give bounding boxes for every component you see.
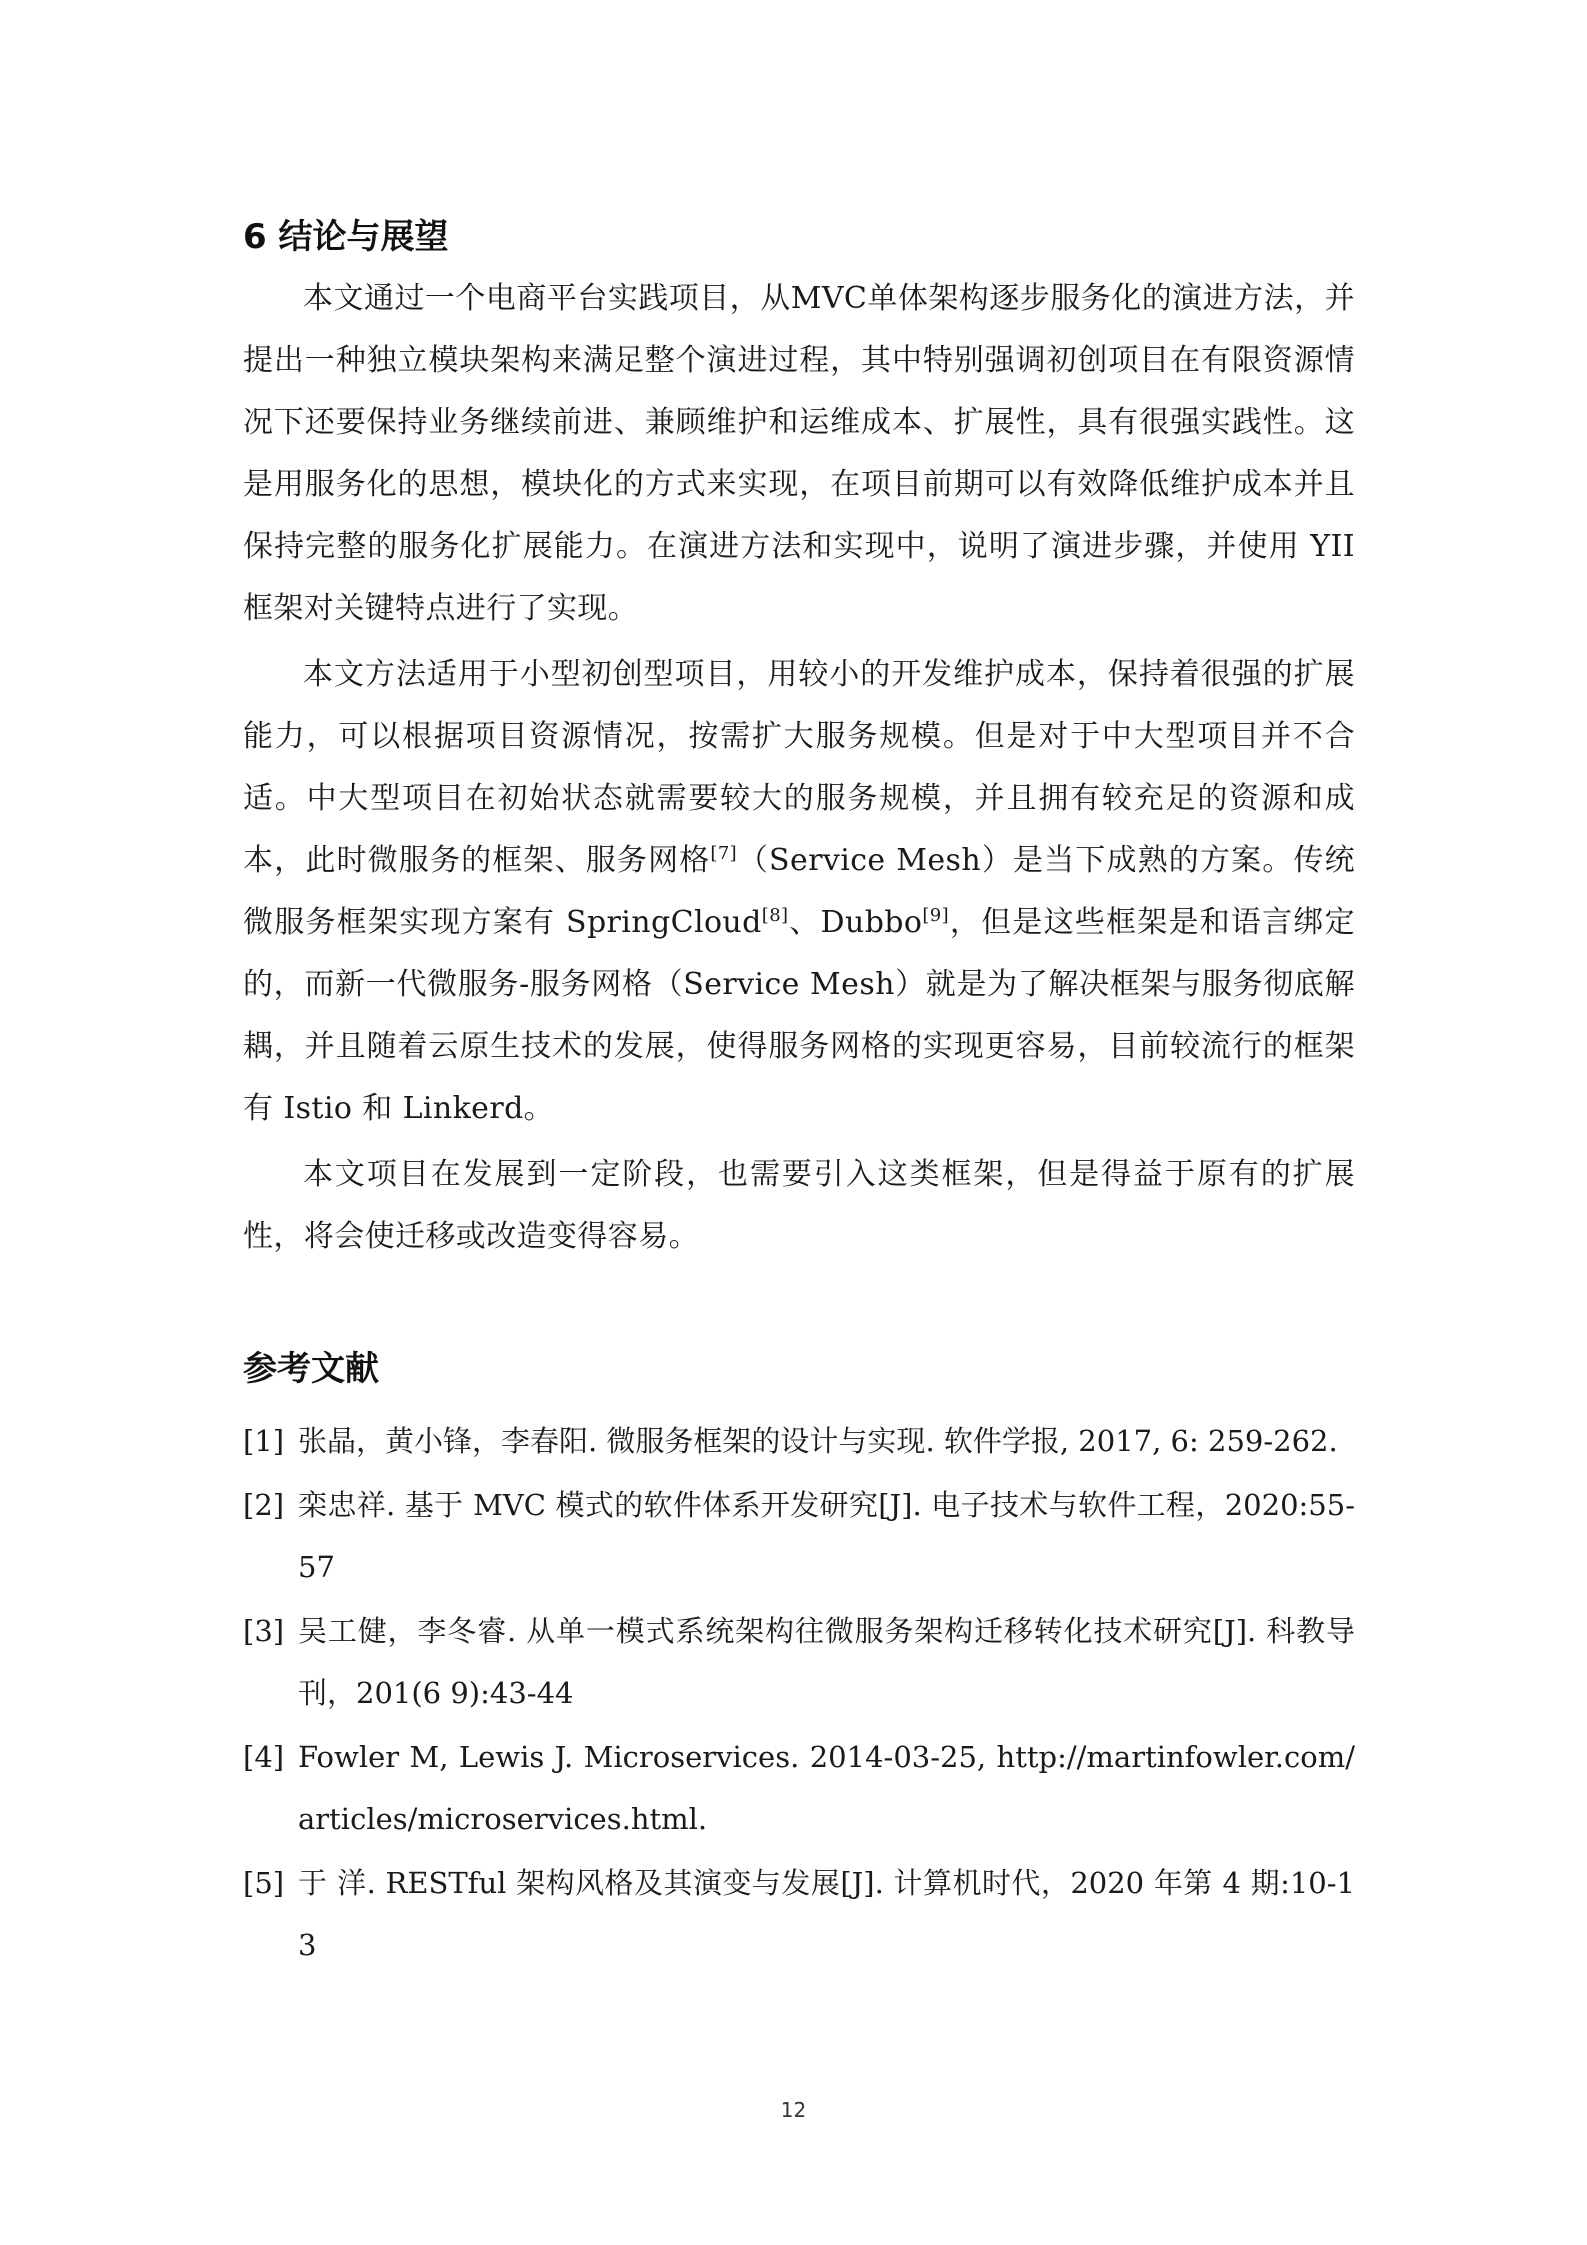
text-run: 、Dubbo xyxy=(788,905,923,940)
section-body xyxy=(243,268,1355,1268)
reference-item xyxy=(243,1600,1355,1724)
reference-list xyxy=(243,1410,1355,1976)
reference-number: [1] xyxy=(243,1424,285,1458)
text-run: ，但是这些框架是和语言绑定的，而新一代微服务-服务网格（Service Mesh）就是为了解决框架与服务彻底解耦，并且随着云原生技术的发展，使得服务网格的实现更容易，目前较流行的框架有 Istio 和 Linkerd。 xyxy=(243,905,1355,1126)
section-heading: 6 结论与展望 xyxy=(243,217,449,257)
reference-number: [3] xyxy=(243,1614,285,1648)
reference-number: [5] xyxy=(243,1866,285,1900)
body-paragraph xyxy=(243,268,1355,640)
reference-text: Fowler M, Lewis J. Microservices. 2014-03-25, http://martinfowler.com/articles/microservices.html. xyxy=(298,1740,1355,1836)
text-run: 本文通过一个电商平台实践项目，从MVC单体架构逐步服务化的演进方法，并提出一种独立模块架构来满足整个演进过程，其中特别强调初创项目在有限资源情况下还要保持业务继续前进、兼顾维护和运维成本、扩展性，具有很强实践性。这是用服务化的思想，模块化的方式来实现，在项目前期可以有效降低维护成本并且保持完整的服务化扩展能力。在演进方法和实现中，说明了演进步骤，并使用 YII 框架对关键特点进行了实现。 xyxy=(243,281,1355,626)
citation-marker: [7] xyxy=(710,843,738,864)
citation-marker: [9] xyxy=(922,905,950,926)
reference-text: 于 洋. RESTful 架构风格及其演变与发展[J]. 计算机时代，2020 年第 4 期:10-13 xyxy=(298,1866,1355,1962)
reference-number: [2] xyxy=(243,1488,285,1522)
reference-text: 张晶，黄小锋，李春阳. 微服务框架的设计与实现. 软件学报, 2017, 6: 259-262. xyxy=(298,1424,1338,1458)
reference-item xyxy=(243,1726,1355,1850)
reference-number: [4] xyxy=(243,1740,285,1774)
text-run: （Service Mesh）是当下成熟的方案。传统微服务框架实现方案有 SpringCloud xyxy=(243,843,1355,940)
citation-marker: [8] xyxy=(761,905,789,926)
page-number: 12 xyxy=(780,2098,807,2122)
reference-item xyxy=(243,1852,1355,1976)
body-paragraph xyxy=(243,644,1355,1140)
text-run: 本文方法适用于小型初创型项目，用较小的开发维护成本，保持着很强的扩展能力，可以根据项目资源情况，按需扩大服务规模。但是对于中大型项目并不合适。中大型项目在初始状态就需要较大的服务规模，并且拥有较充足的资源和成本，此时微服务的框架、服务网格 xyxy=(243,657,1355,878)
text-run: 本文项目在发展到一定阶段，也需要引入这类框架，但是得益于原有的扩展性，将会使迁移或改造变得容易。 xyxy=(243,1157,1355,1254)
page-content xyxy=(243,200,1355,1978)
reference-text: 栾忠祥. 基于 MVC 模式的软件体系开发研究[J]. 电子技术与软件工程，2020:55-57 xyxy=(298,1488,1355,1584)
reference-item xyxy=(243,1474,1355,1598)
reference-item xyxy=(243,1410,1355,1472)
reference-text: 吴工健，李冬睿. 从单一模式系统架构往微服务架构迁移转化技术研究[J]. 科教导刊，201(6 9):43-44 xyxy=(298,1614,1355,1710)
body-paragraph xyxy=(243,1144,1355,1268)
references-heading: 参考文献 xyxy=(243,1349,379,1389)
